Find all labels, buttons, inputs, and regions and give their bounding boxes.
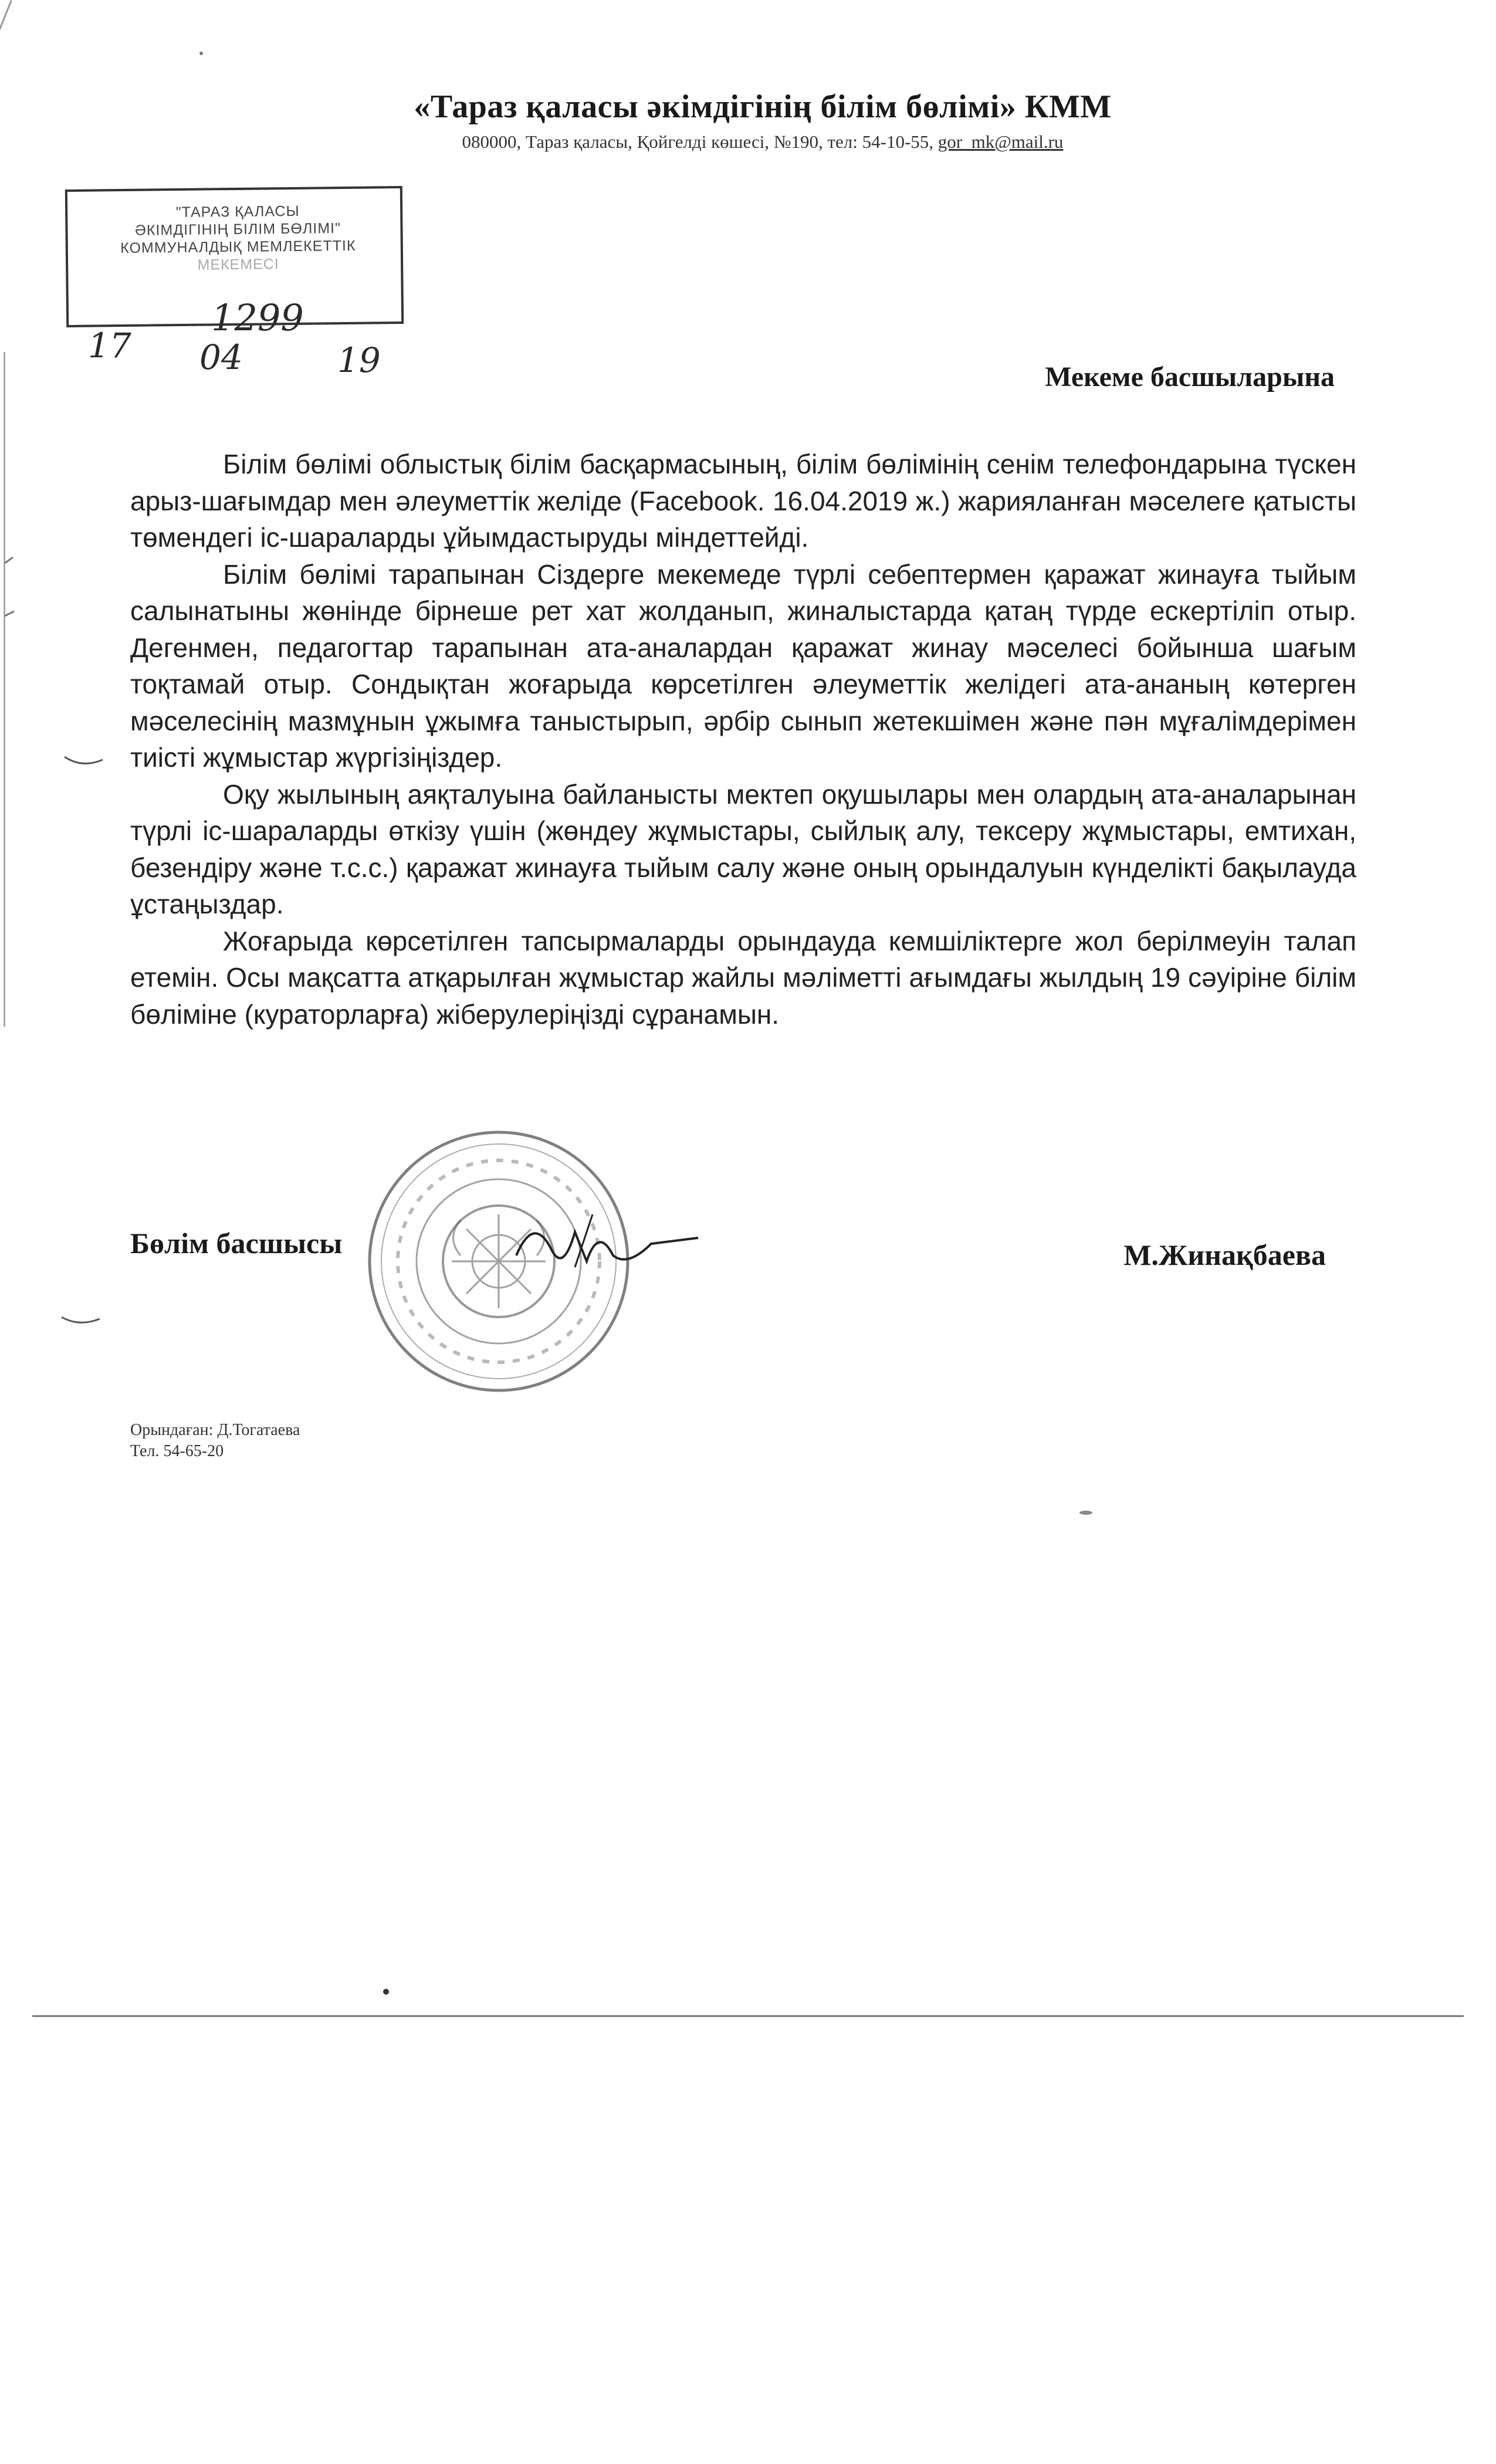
- stamp-line: "ТАРАЗ ҚАЛАСЫ: [175, 202, 300, 221]
- handwritten-signature: [510, 1203, 704, 1279]
- organization-address: [293, 131, 1232, 153]
- stamp-line: КОММУНАЛДЫҚ МЕМЛЕКЕТТІК: [120, 237, 356, 257]
- body-paragraph: Жоғарыда көрсетілген тапсырмаларды орындауда кемшіліктерге жол берілмеуін талап етемін. Осы мақсатта атқарылған жұмыстар жайлы мәліметті ағымдағы жылдың 19 сәуіріне білім бөліміне (кураторларға) жіберулеріңізді сұранамын.: [130, 925, 1356, 1030]
- body-paragraph: Білім бөлімі облыстық білім басқармасының, білім бөлімінің сенім телефондарына түскен арыз-шағымдар мен әлеуметтік желіде (Facebook. 16.04.2019 ж.) жарияланған мәселеге қатысты төмендегі іс-шараларды ұйымдастыруды міндеттейді.: [130, 449, 1356, 553]
- letter-body: [130, 446, 1356, 1033]
- registration-month: 04: [199, 337, 243, 377]
- scan-speck: [383, 1989, 389, 1995]
- addressee: Мекеме басшыларына: [1045, 361, 1335, 392]
- scan-fold-line: [32, 2015, 1464, 2017]
- letterhead: [293, 88, 1232, 153]
- scan-speck: [199, 52, 203, 55]
- organization-name: «Тараз қаласы әкімдігінің білім бөлімі» КММ: [414, 89, 1112, 125]
- email-link[interactable]: gor_mk@mail.ru: [937, 131, 1064, 152]
- body-paragraph: Білім бөлімі тарапынан Сіздерге мекемеде түрлі себептермен қаражат жинауға тыйым салынатыны жөнінде бірнеше рет хат жолданып, жиналыстарда қатаң түрде ескертіліп отыр. Дегенмен, педагогтар тарапынан ата-аналардан қаражат жинау мәселесі бойынша шағым тоқтамай отыр. Сондықтан жоғарыда көрсетілген әлеуметтік желідегі ата-ананың көтерген мәселесінің мазмұнын ұжымға таныстырып, әрбір сынып жетекшімен және пән мұғалімдерімен тиісті жұмыстар жүргізіңіздер.: [130, 559, 1356, 773]
- scan-speck: [1079, 1511, 1092, 1515]
- signatory-name: М.Жинақбаева: [1123, 1238, 1326, 1271]
- prepared-by: Орындаған: Д.Тогатаева: [130, 1421, 300, 1439]
- executor-note: [130, 1420, 300, 1462]
- executor-phone: Тел. 54-65-20: [130, 1442, 224, 1460]
- stamp-line: МЕКЕМЕСІ: [197, 256, 279, 273]
- registration-number: 1299: [211, 296, 304, 339]
- body-paragraph: Оқу жылының аяқталуына байланысты мектеп оқушылары мен олардың ата-аналарынан түрлі іс-шараларды өткізу үшін (жөндеу жұмыстары, сыйлық алу, тексеру жұмыстары, емтихан, безендіру және т.с.с.) қаражат жинауға тыйым салу және оның орындалуын күнделікті бақылауда ұстаңыздар.: [130, 779, 1356, 919]
- registration-day: 17: [88, 326, 131, 365]
- signatory-title: Бөлім басшысы: [130, 1227, 343, 1260]
- stamp-text: [91, 201, 385, 275]
- registration-year: 19: [337, 340, 381, 380]
- stamp-line: ӘКІМДІГІНІҢ БІЛІМ БӨЛІМІ": [134, 220, 341, 239]
- address-text: 080000, Тараз қаласы, Қойгелді көшесі, №190, тел: 54-10-55,: [462, 131, 934, 152]
